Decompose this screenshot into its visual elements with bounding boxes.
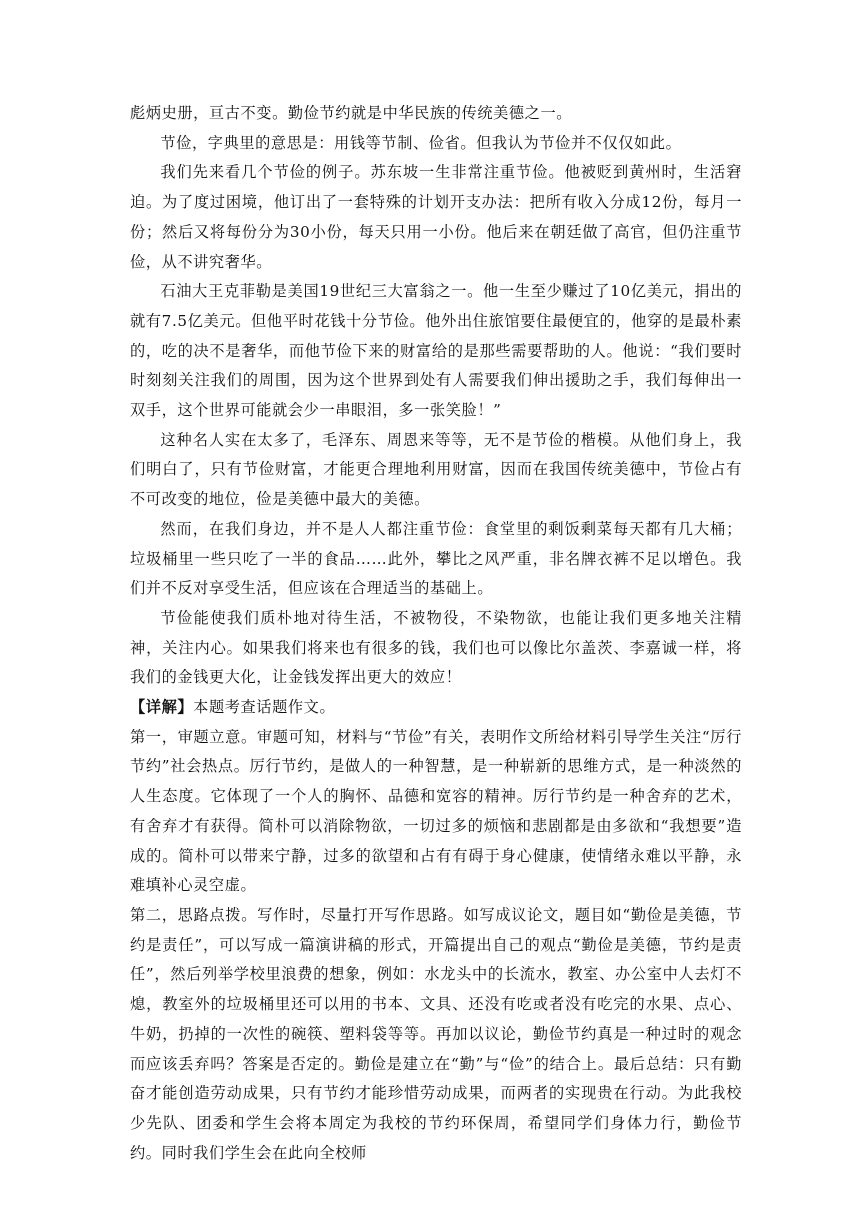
- essay-paragraph: 节俭能使我们质朴地对待生活，不被物役，不染物欲，也能让我们更多地关注精神，关注内心。如果我们将来也有很多的钱，我们也可以像比尔盖茨、李嘉诚一样，将我们的金钱更大化，让金钱发挥出更大的效应！: [130, 608, 742, 687]
- essay-paragraph: 我们先来看几个节俭的例子。苏东坡一生非常注重节俭。他被贬到黄州时，生活窘迫。为了度过困境，他订出了一套特殊的计划开支办法：把所有收入分成12份，每月一份；然后又将每份分为30小份，每天只用一小份。他后来在朝廷做了高官，但仍注重节俭，从不讲究奢华。: [130, 163, 742, 271]
- document-page: [130, 99, 742, 1168]
- essay-paragraph: 节俭，字典里的意思是：用钱等节制、俭省。但我认为节俭并不仅仅如此。: [160, 133, 682, 152]
- essay-paragraph: 这种名人实在太多了，毛泽东、周恩来等等，无不是节俭的楷模。从他们身上，我们明白了，只有节俭财富，才能更合理地利用财富，因而在我国传统美德中，节俭占有不可改变的地位，俭是美德中最大的美德。: [130, 430, 742, 509]
- analysis-label: 【详解】: [130, 698, 194, 717]
- analysis-intro: 本题考查话题作文。: [193, 698, 336, 717]
- analysis-point-1: 第一，审题立意。审题可知，材料与“节俭”有关，表明作文所给材料引导学生关注“厉行节约”社会热点。厉行节约，是做人的一种智慧，是一种崭新的思维方式，是一种淡然的人生态度。它体现了一个人的胸怀、品德和宽容的精神。厉行节约是一种舍弃的艺术，有舍弃才有获得。简朴可以消除物欲，一切过多的烦恼和悲剧都是由多欲和“我想要”造成的。简朴可以带来宁静，过多的欲望和占有有碍于身心健康，使情绪永难以平静，永难填补心灵空虚。: [130, 727, 742, 895]
- analysis-point-2: 第二，思路点拨。写作时，尽量打开写作思路。如写成议论文，题目如“勤俭是美德，节约是责任”，可以写成一篇演讲稿的形式，开篇提出自己的观点“勤俭是美德，节约是责任”，然后列举学校里浪费的想象，例如：水龙头中的长流水，教室、办公室中人去灯不熄，教室外的垃圾桶里还可以用的书本、文具、还没有吃或者没有吃完的水果、点心、牛奶，扔掉的一次性的碗筷、塑料袋等等。再加以议论，勤俭节约真是一种过时的观念而应该丢弃吗？答案是否定的。勤俭是建立在“勤”与“俭”的结合上。最后总结：只有勤奋才能创造劳动成果，只有节约才能珍惜劳动成果，而两者的实现贵在行动。为此我校少先队、团委和学生会将本周定为我校的节约环保周，希望同学们身体力行，勤俭节约。同时我们学生会在此向全校师: [130, 905, 742, 1162]
- essay-paragraph: 石油大王克菲勒是美国19世纪三大富翁之一。他一生至少赚过了10亿美元，捐出的就有7.5亿美元。但他平时花钱十分节俭。他外出住旅馆要住最便宜的，他穿的是最朴素的，吃的决不是奢华，而他节俭下来的财富给的是那些需要帮助的人。他说：“我们要时时刻刻关注我们的周围，因为这个世界到处有人需要我们伸出援助之手，我们每伸出一双手，这个世界可能就会少一串眼泪，多一张笑脸！”: [130, 282, 742, 420]
- essay-paragraph-continuation: 彪炳史册，亘古不变。勤俭节约就是中华民族的传统美德之一。: [130, 104, 573, 122]
- analysis-heading: [130, 693, 742, 723]
- essay-paragraph: 然而，在我们身边，并不是人人都注重节俭：食堂里的剩饭剩菜每天都有几大桶；垃圾桶里一些只吃了一半的食品……此外，攀比之风严重，非名牌衣裤不足以增色。我们并不反对享受生活，但应该在合理适当的基础上。: [130, 519, 742, 598]
